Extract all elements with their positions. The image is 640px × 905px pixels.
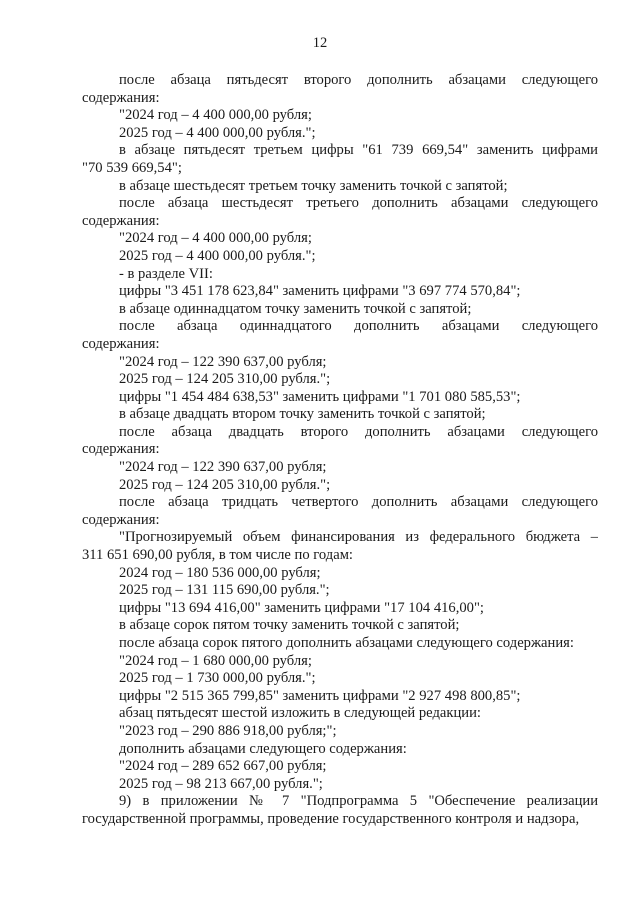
text-line: 2025 год – 98 213 667,00 рубля."; <box>119 775 323 792</box>
text-line: "70 539 669,54"; <box>82 159 182 176</box>
text-line: "2024 год – 122 390 637,00 рубля; <box>119 353 327 370</box>
text-line: после абзаца тридцать четвертого дополнить абзацами следующего <box>119 494 598 511</box>
text-line: в абзаце двадцать втором точку заменить точкой с запятой; <box>119 406 486 423</box>
text-line: "2024 год – 4 400 000,00 рубля; <box>119 107 312 124</box>
text-line: содержания: <box>82 89 160 106</box>
text-line: в абзаце пятьдесят третьем цифры "61 739 669,54" заменить цифрами <box>119 142 598 159</box>
text-line: 9) в приложении № 7 "Подпрограмма 5 "Обеспечение реализации <box>119 793 598 810</box>
text-line: государственной программы, проведение государственного контроля и надзора, <box>82 810 580 827</box>
text-line: "2024 год – 1 680 000,00 рубля; <box>119 652 312 669</box>
text-line: содержания: <box>82 441 160 458</box>
text-line: "2024 год – 122 390 637,00 рубля; <box>119 459 327 476</box>
text-line: дополнить абзацами следующего содержания: <box>119 740 407 757</box>
text-line: в абзаце шестьдесят третьем точку заменить точкой с запятой; <box>119 177 508 194</box>
text-line: цифры "2 515 365 799,85" заменить цифрами "2 927 498 800,85"; <box>119 687 521 704</box>
text-line: цифры "3 451 178 623,84" заменить цифрами "3 697 774 570,84"; <box>119 283 521 300</box>
text-line: 2025 год – 1 730 000,00 рубля."; <box>119 670 316 687</box>
text-line: после абзаца шестьдесят третьего дополнить абзацами следующего <box>119 195 598 212</box>
text-line: содержания: <box>82 212 160 229</box>
text-line: 2025 год – 124 205 310,00 рубля."; <box>119 476 331 493</box>
text-line: 2025 год – 124 205 310,00 рубля."; <box>119 371 331 388</box>
text-line: абзац пятьдесят шестой изложить в следующей редакции: <box>119 705 481 722</box>
text-line: содержания: <box>82 511 160 528</box>
text-line: 2025 год – 131 115 690,00 рубля."; <box>119 582 330 599</box>
text-line: цифры "13 694 416,00" заменить цифрами "17 104 416,00"; <box>119 599 484 616</box>
text-line: 2024 год – 180 536 000,00 рубля; <box>119 564 321 581</box>
text-line: после абзаца одиннадцатого дополнить абзацами следующего <box>119 318 598 335</box>
text-line: в абзаце сорок пятом точку заменить точкой с запятой; <box>119 617 460 634</box>
text-line: в абзаце одиннадцатом точку заменить точкой с запятой; <box>119 300 472 317</box>
text-line: после абзаца сорок пятого дополнить абзацами следующего содержания: <box>119 635 574 651</box>
text-line: "2024 год – 4 400 000,00 рубля; <box>119 230 312 247</box>
text-line: содержания: <box>82 335 160 352</box>
page-number: 12 <box>312 35 328 51</box>
text-line: после абзаца двадцать второго дополнить абзацами следующего <box>119 423 598 440</box>
text-line: после абзаца пятьдесят второго дополнить абзацами следующего <box>119 72 598 88</box>
text-line: "2024 год – 289 652 667,00 рубля; <box>119 758 327 775</box>
text-line: 2025 год – 4 400 000,00 рубля."; <box>119 247 316 264</box>
text-line: "Прогнозируемый объем финансирования из федерального бюджета – <box>119 529 598 546</box>
document-body <box>82 72 598 829</box>
text-line: цифры "1 454 484 638,53" заменить цифрами "1 701 080 585,53"; <box>119 388 521 405</box>
text-line: 311 651 690,00 рубля, в том числе по годам: <box>82 547 353 564</box>
text-line: "2023 год – 290 886 918,00 рубля;"; <box>119 722 337 739</box>
text-line: 2025 год – 4 400 000,00 рубля."; <box>119 124 316 141</box>
text-line: - в разделе VII: <box>119 265 213 282</box>
